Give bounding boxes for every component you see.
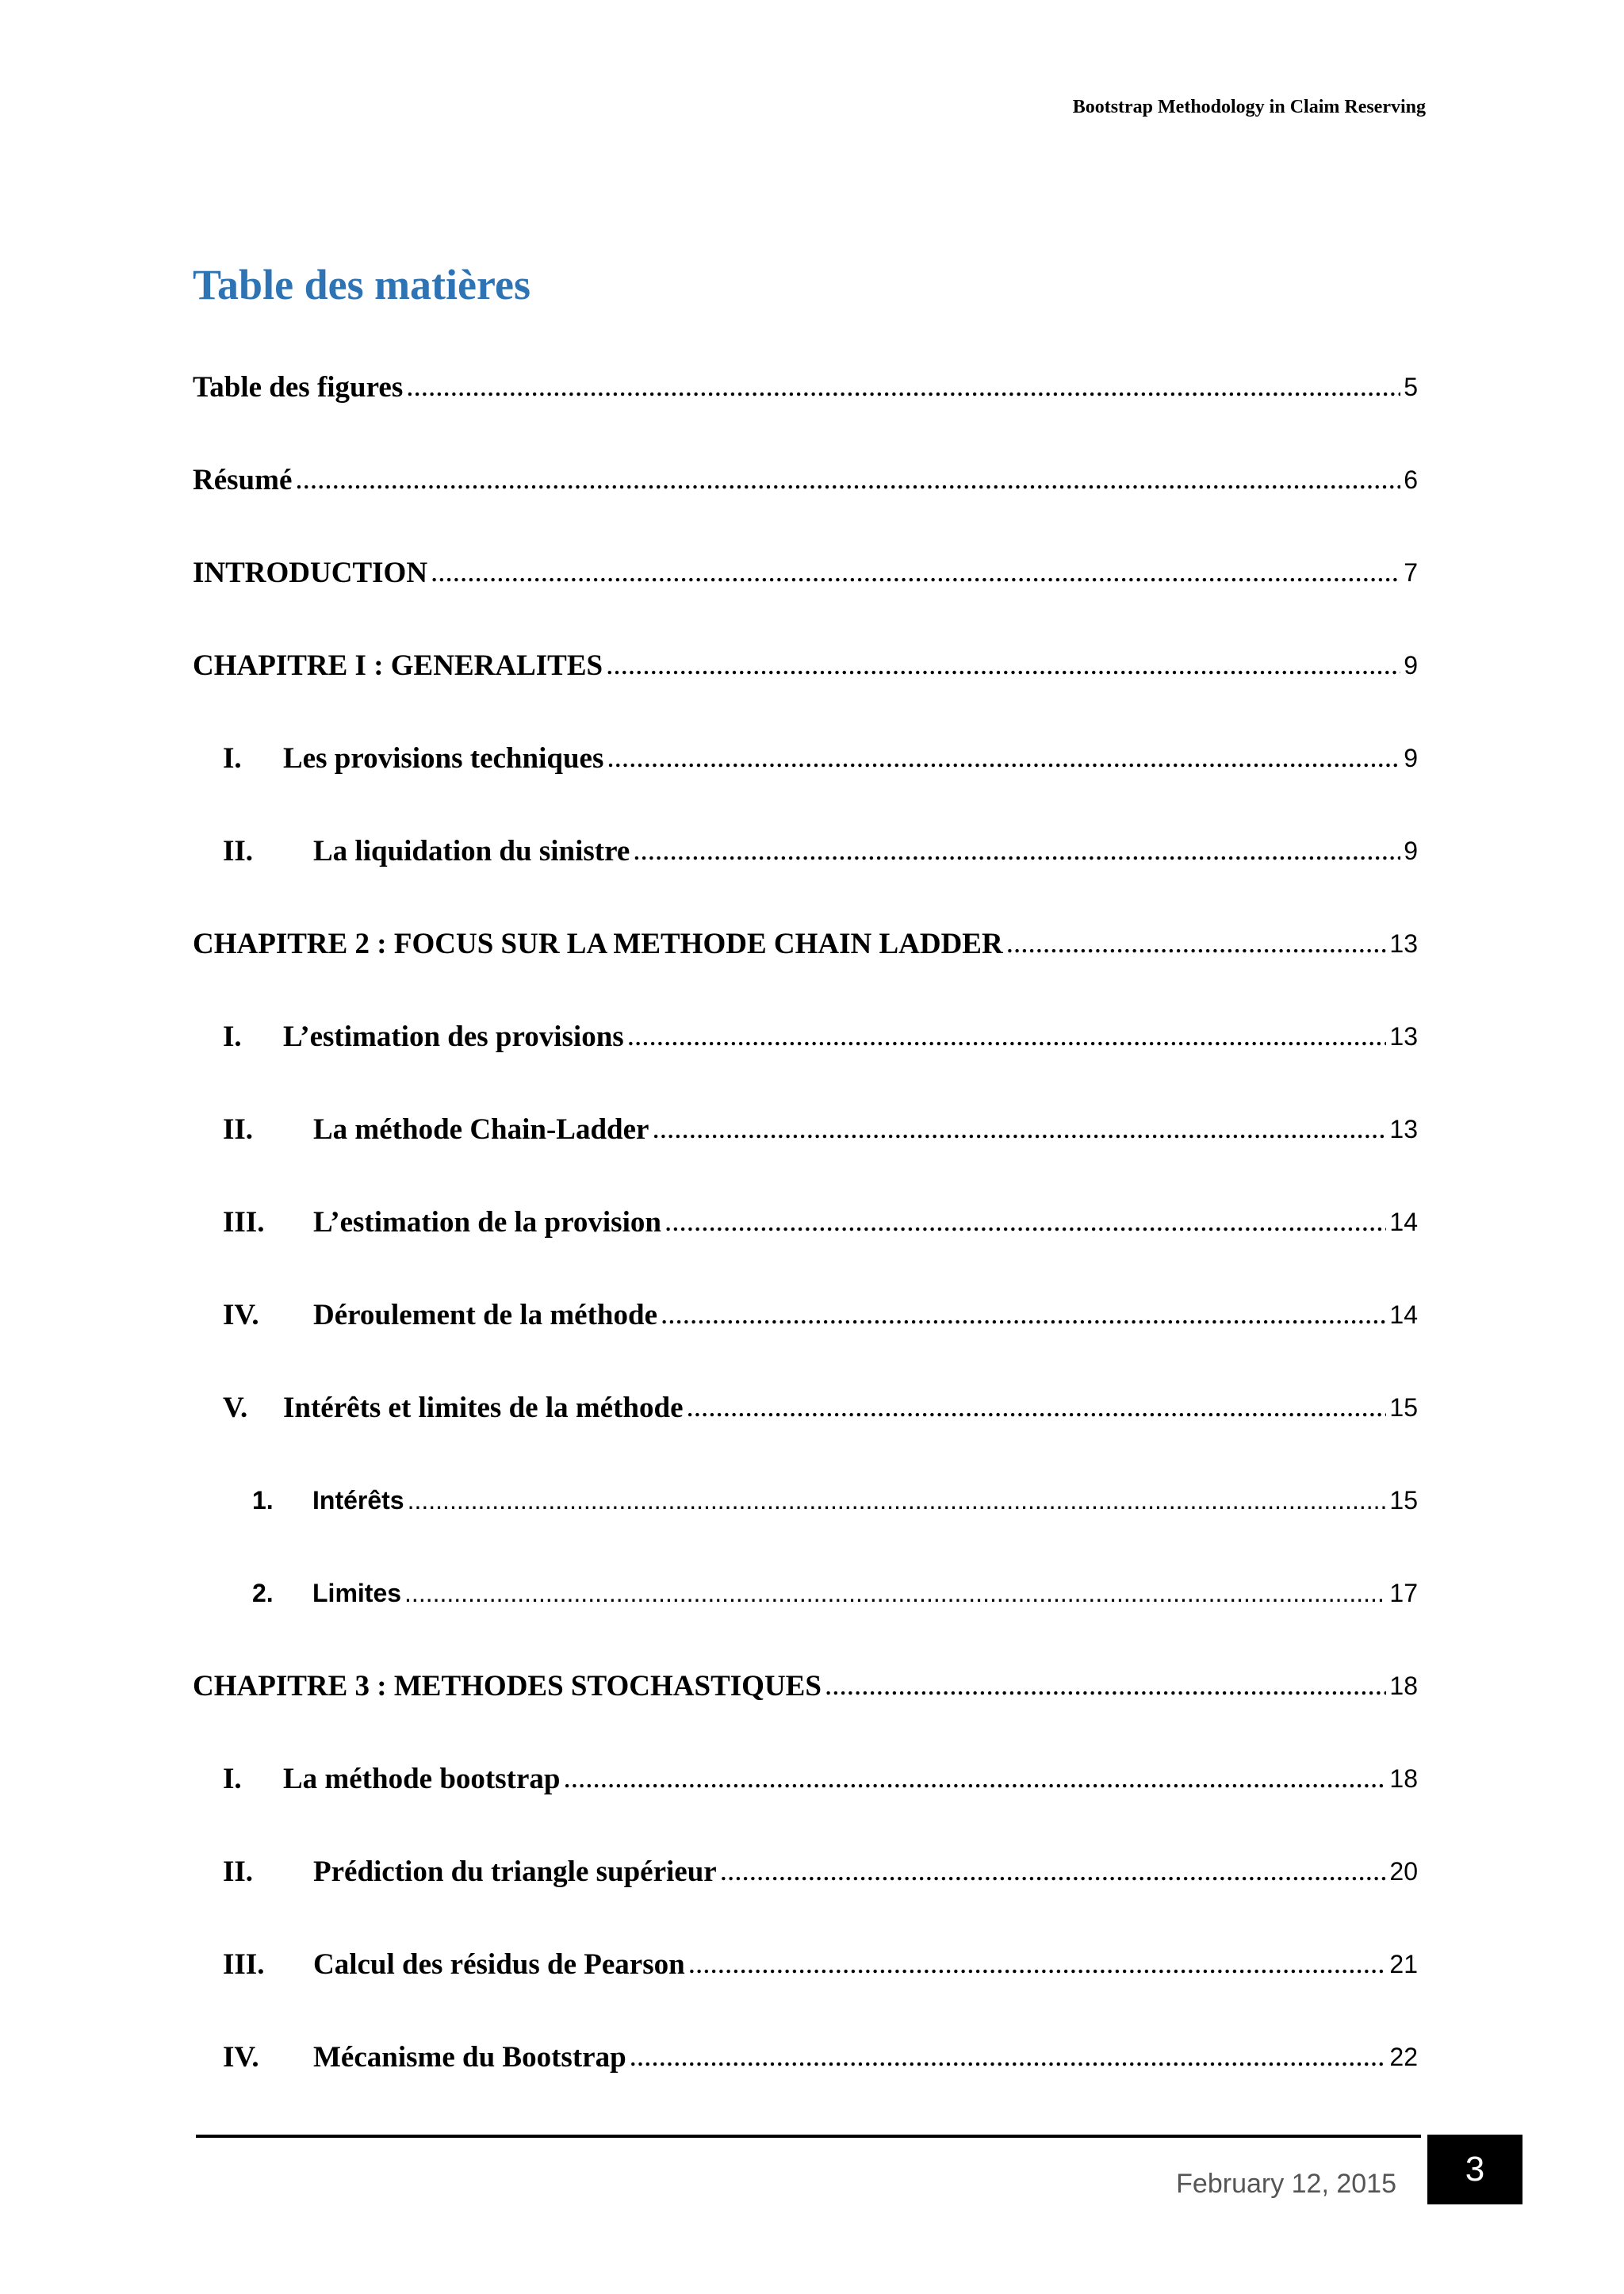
toc-entry-page: 22 — [1389, 2043, 1418, 2071]
toc-entry-title: Les provisions techniques — [283, 742, 604, 775]
toc-entry[interactable] — [193, 1918, 1418, 2011]
toc-entry[interactable] — [193, 1733, 1418, 1825]
toc-entry-title: La liquidation du sinistre — [313, 835, 630, 867]
toc-entry-title: Intérêts et limites de la méthode — [283, 1392, 684, 1424]
dot-leader — [431, 555, 1400, 590]
toc-entry-page: 15 — [1389, 1393, 1418, 1422]
toc-entry-page: 13 — [1389, 1115, 1418, 1143]
toc-entry[interactable] — [193, 805, 1418, 898]
dot-leader — [404, 1578, 1386, 1608]
toc-entry-title: Table des figures — [193, 371, 404, 404]
dot-leader — [408, 1485, 1387, 1515]
dot-leader — [563, 1761, 1386, 1796]
toc-entry-title: CHAPITRE I : GENERALITES — [193, 649, 603, 682]
toc-entry-title: L’estimation de la provision — [313, 1206, 661, 1239]
toc-entry-title: Mécanisme du Bootstrap — [313, 2041, 626, 2074]
page-number-box — [1427, 2135, 1522, 2204]
toc-entry-page: 18 — [1389, 1672, 1418, 1700]
footer-divider — [196, 2135, 1421, 2138]
toc-entry[interactable] — [193, 527, 1418, 619]
running-header: Bootstrap Methodology in Claim Reserving — [1072, 97, 1426, 117]
toc-entry-title: Prédiction du triangle supérieur — [313, 1855, 717, 1888]
toc-entry-page: 17 — [1389, 1579, 1418, 1607]
toc-entry-number: I. — [223, 1021, 242, 1053]
toc-entry[interactable] — [193, 1176, 1418, 1269]
toc-entry-page: 9 — [1404, 651, 1418, 680]
toc-entry-number: III. — [223, 1948, 265, 1981]
toc-entry-page: 9 — [1404, 744, 1418, 772]
toc-entry-title: CHAPITRE 2 : FOCUS SUR LA METHODE CHAIN LADDER — [193, 928, 1003, 960]
toc-entry-number: IV. — [223, 2041, 259, 2074]
toc-entry-number: V. — [223, 1392, 248, 1424]
toc-title: Table des matières — [193, 261, 530, 308]
toc-entry[interactable] — [193, 898, 1418, 990]
toc-entry[interactable] — [193, 619, 1418, 712]
dot-leader — [652, 1112, 1386, 1147]
table-of-contents — [193, 341, 1418, 2104]
toc-entry[interactable] — [193, 1454, 1418, 1547]
toc-entry-number: I. — [223, 742, 242, 775]
toc-entry-number: IV. — [223, 1299, 259, 1331]
dot-leader — [665, 1204, 1386, 1239]
toc-entry-page: 13 — [1389, 1022, 1418, 1051]
dot-leader — [633, 833, 1400, 868]
toc-entry-number: I. — [223, 1763, 242, 1795]
dot-leader — [720, 1854, 1387, 1889]
toc-entry-title: La méthode Chain-Ladder — [313, 1113, 649, 1146]
toc-entry-title: INTRODUCTION — [193, 557, 428, 589]
toc-entry-number: 1. — [252, 1486, 274, 1515]
toc-entry-title: Intérêts — [312, 1486, 404, 1515]
toc-entry-page: 20 — [1389, 1857, 1418, 1886]
toc-entry[interactable] — [193, 1825, 1418, 1918]
toc-entry[interactable] — [193, 1547, 1418, 1640]
dot-leader — [825, 1668, 1386, 1703]
toc-entry-title: Calcul des résidus de Pearson — [313, 1948, 685, 1981]
toc-entry-title: Résumé — [193, 464, 293, 496]
toc-entry-title: Limites — [312, 1579, 402, 1607]
toc-entry[interactable] — [193, 341, 1418, 434]
toc-entry-number: II. — [223, 1855, 254, 1888]
toc-entry-page: 14 — [1389, 1300, 1418, 1329]
dot-leader — [687, 1390, 1387, 1425]
dot-leader — [1006, 926, 1387, 961]
dot-leader — [627, 1019, 1387, 1054]
toc-entry-page: 7 — [1404, 558, 1418, 587]
toc-entry-title: L’estimation des provisions — [283, 1021, 624, 1053]
toc-entry[interactable] — [193, 1361, 1418, 1454]
toc-entry-title: La méthode bootstrap — [283, 1763, 561, 1795]
dot-leader — [688, 1947, 1387, 1982]
toc-entry-title: Déroulement de la méthode — [313, 1299, 657, 1331]
toc-entry-page: 5 — [1404, 373, 1418, 401]
toc-entry[interactable] — [193, 1083, 1418, 1176]
toc-entry-page: 6 — [1404, 465, 1418, 494]
page-number: 3 — [1465, 2150, 1485, 2189]
footer-date: February 12, 2015 — [1176, 2169, 1396, 2199]
toc-entry[interactable] — [193, 434, 1418, 527]
toc-entry-number: III. — [223, 1206, 265, 1239]
toc-entry[interactable] — [193, 990, 1418, 1083]
toc-entry[interactable] — [193, 2011, 1418, 2104]
dot-leader — [606, 648, 1400, 683]
toc-entry-page: 13 — [1389, 929, 1418, 958]
toc-entry[interactable] — [193, 1269, 1418, 1361]
toc-entry-page: 18 — [1389, 1764, 1418, 1793]
toc-entry-title: CHAPITRE 3 : METHODES STOCHASTIQUES — [193, 1670, 822, 1702]
toc-entry-number: II. — [223, 835, 254, 867]
dot-leader — [630, 2039, 1387, 2074]
toc-entry-page: 15 — [1389, 1486, 1418, 1515]
dot-leader — [661, 1297, 1386, 1332]
toc-entry-number: 2. — [252, 1579, 274, 1607]
toc-entry-page: 21 — [1389, 1950, 1418, 1978]
toc-entry-page: 14 — [1389, 1208, 1418, 1236]
dot-leader — [295, 462, 1400, 497]
toc-entry[interactable] — [193, 712, 1418, 805]
dot-leader — [607, 741, 1400, 776]
dot-leader — [406, 370, 1400, 404]
toc-entry-page: 9 — [1404, 837, 1418, 865]
toc-entry[interactable] — [193, 1640, 1418, 1733]
toc-entry-number: II. — [223, 1113, 254, 1146]
